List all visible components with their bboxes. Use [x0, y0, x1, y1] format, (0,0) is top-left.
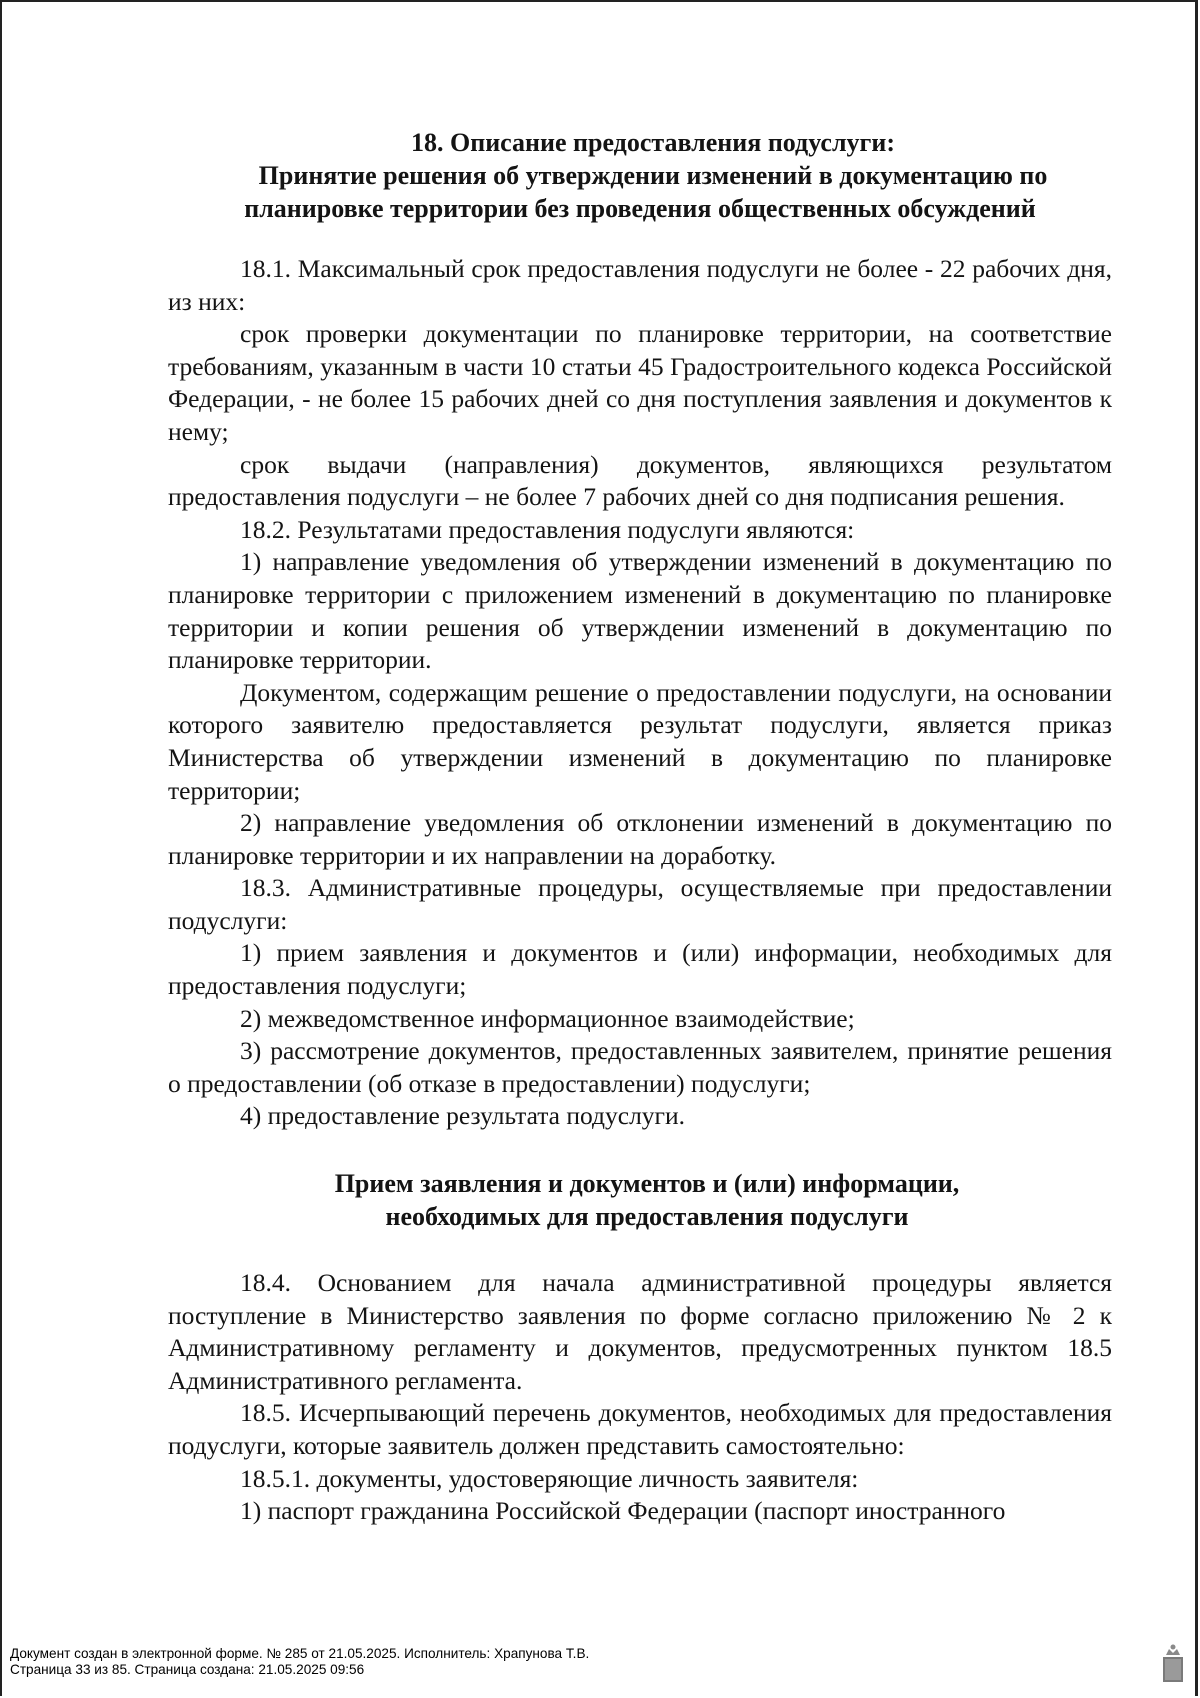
paragraph: 18.3. Административные процедуры, осуществляемые при предоставлении подуслуги:	[168, 873, 1112, 935]
emblem-icon	[1162, 1643, 1184, 1683]
paragraph: 3) рассмотрение документов, предоставленных заявителем, принятие решения о предоставлении (об отказе в предоставлении) подуслуги;	[168, 1036, 1112, 1098]
paragraph: Документом, содержащим решение о предоставлении подуслуги, на основании которого заявителю предоставляется результат подуслуги, является приказ Министерства об утверждении изменений в документацию по планировке территории;	[168, 677, 1112, 805]
paragraph: 2) межведомственное информационное взаимодействие;	[240, 1003, 855, 1033]
subtitle-line: Прием заявления и документов и (или) информации,	[334, 1169, 960, 1199]
paragraph: 18.2. Результатами предоставления подуслуги являются:	[240, 514, 855, 544]
paragraph: 1) прием заявления и документов и (или) информации, необходимых для предоставления подуслуги;	[168, 938, 1112, 1001]
paragraph: 18.4. Основанием для начала административной процедуры является поступление в Министерство заявления по форме согласно приложению № 2 к Административному регламенту и документов, предусмотренных пунктом 18.5 Административного регламента.	[168, 1268, 1112, 1395]
footer-line: Страница 33 из 85. Страница создана: 21.05.2025 09:56	[10, 1661, 365, 1677]
paragraph: срок проверки документации по планировке территории, на соответствие требованиям, указанным в части 10 статьи 45 Градостроительного кодекса Российской Федерации, - не более 15 рабочих дней со дня поступления заявления и документов к нему;	[168, 319, 1112, 446]
title-line: планировке территории без проведения общественных обсуждений	[244, 194, 1036, 223]
subtitle-line: необходимых для предоставления подуслуги	[385, 1202, 909, 1232]
paragraph: 18.5. Исчерпывающий перечень документов, необходимых для предоставления подуслуги, которые заявитель должен представить самостоятельно:	[168, 1398, 1112, 1460]
title-line: 18. Описание предоставления подуслуги:	[411, 128, 895, 157]
paragraph: 4) предоставление результата подуслуги.	[240, 1101, 686, 1131]
paragraph: 18.5.1. документы, удостоверяющие личность заявителя:	[240, 1463, 859, 1493]
footer-line: Документ создан в электронной форме. № 285 от 21.05.2025. Исполнитель: Храпунова Т.В.	[10, 1646, 590, 1661]
paragraph: 2) направление уведомления об отклонении изменений в документацию по планировке территории и их направлении на доработку.	[168, 808, 1112, 870]
section-18-1-to-18-3	[168, 253, 1112, 1133]
document-page	[168, 120, 1112, 1528]
title-line: Принятие решения об утверждении изменений в документацию по	[258, 161, 1048, 190]
document-footer	[10, 1646, 589, 1677]
section-18-4-to-18-5	[168, 1267, 1112, 1528]
paragraph: 18.1. Максимальный срок предоставления подуслуги не более - 22 рабочих дня, из них:	[168, 254, 1112, 316]
section-subtitle	[168, 1167, 1112, 1233]
paragraph: 1) направление уведомления об утверждении изменений в документацию по планировке территории с приложением изменений в документацию по планировке территории и копии решения об утверждении изменений в документацию по планировке территории.	[168, 547, 1112, 675]
document-title	[168, 126, 1112, 225]
paragraph: 1) паспорт гражданина Российской Федерации (паспорт иностранного	[240, 1496, 1006, 1526]
paragraph: срок выдачи (направления) документов, являющихся результатом предоставления подуслуги – не более 7 рабочих дней со дня подписания решения.	[168, 449, 1112, 512]
